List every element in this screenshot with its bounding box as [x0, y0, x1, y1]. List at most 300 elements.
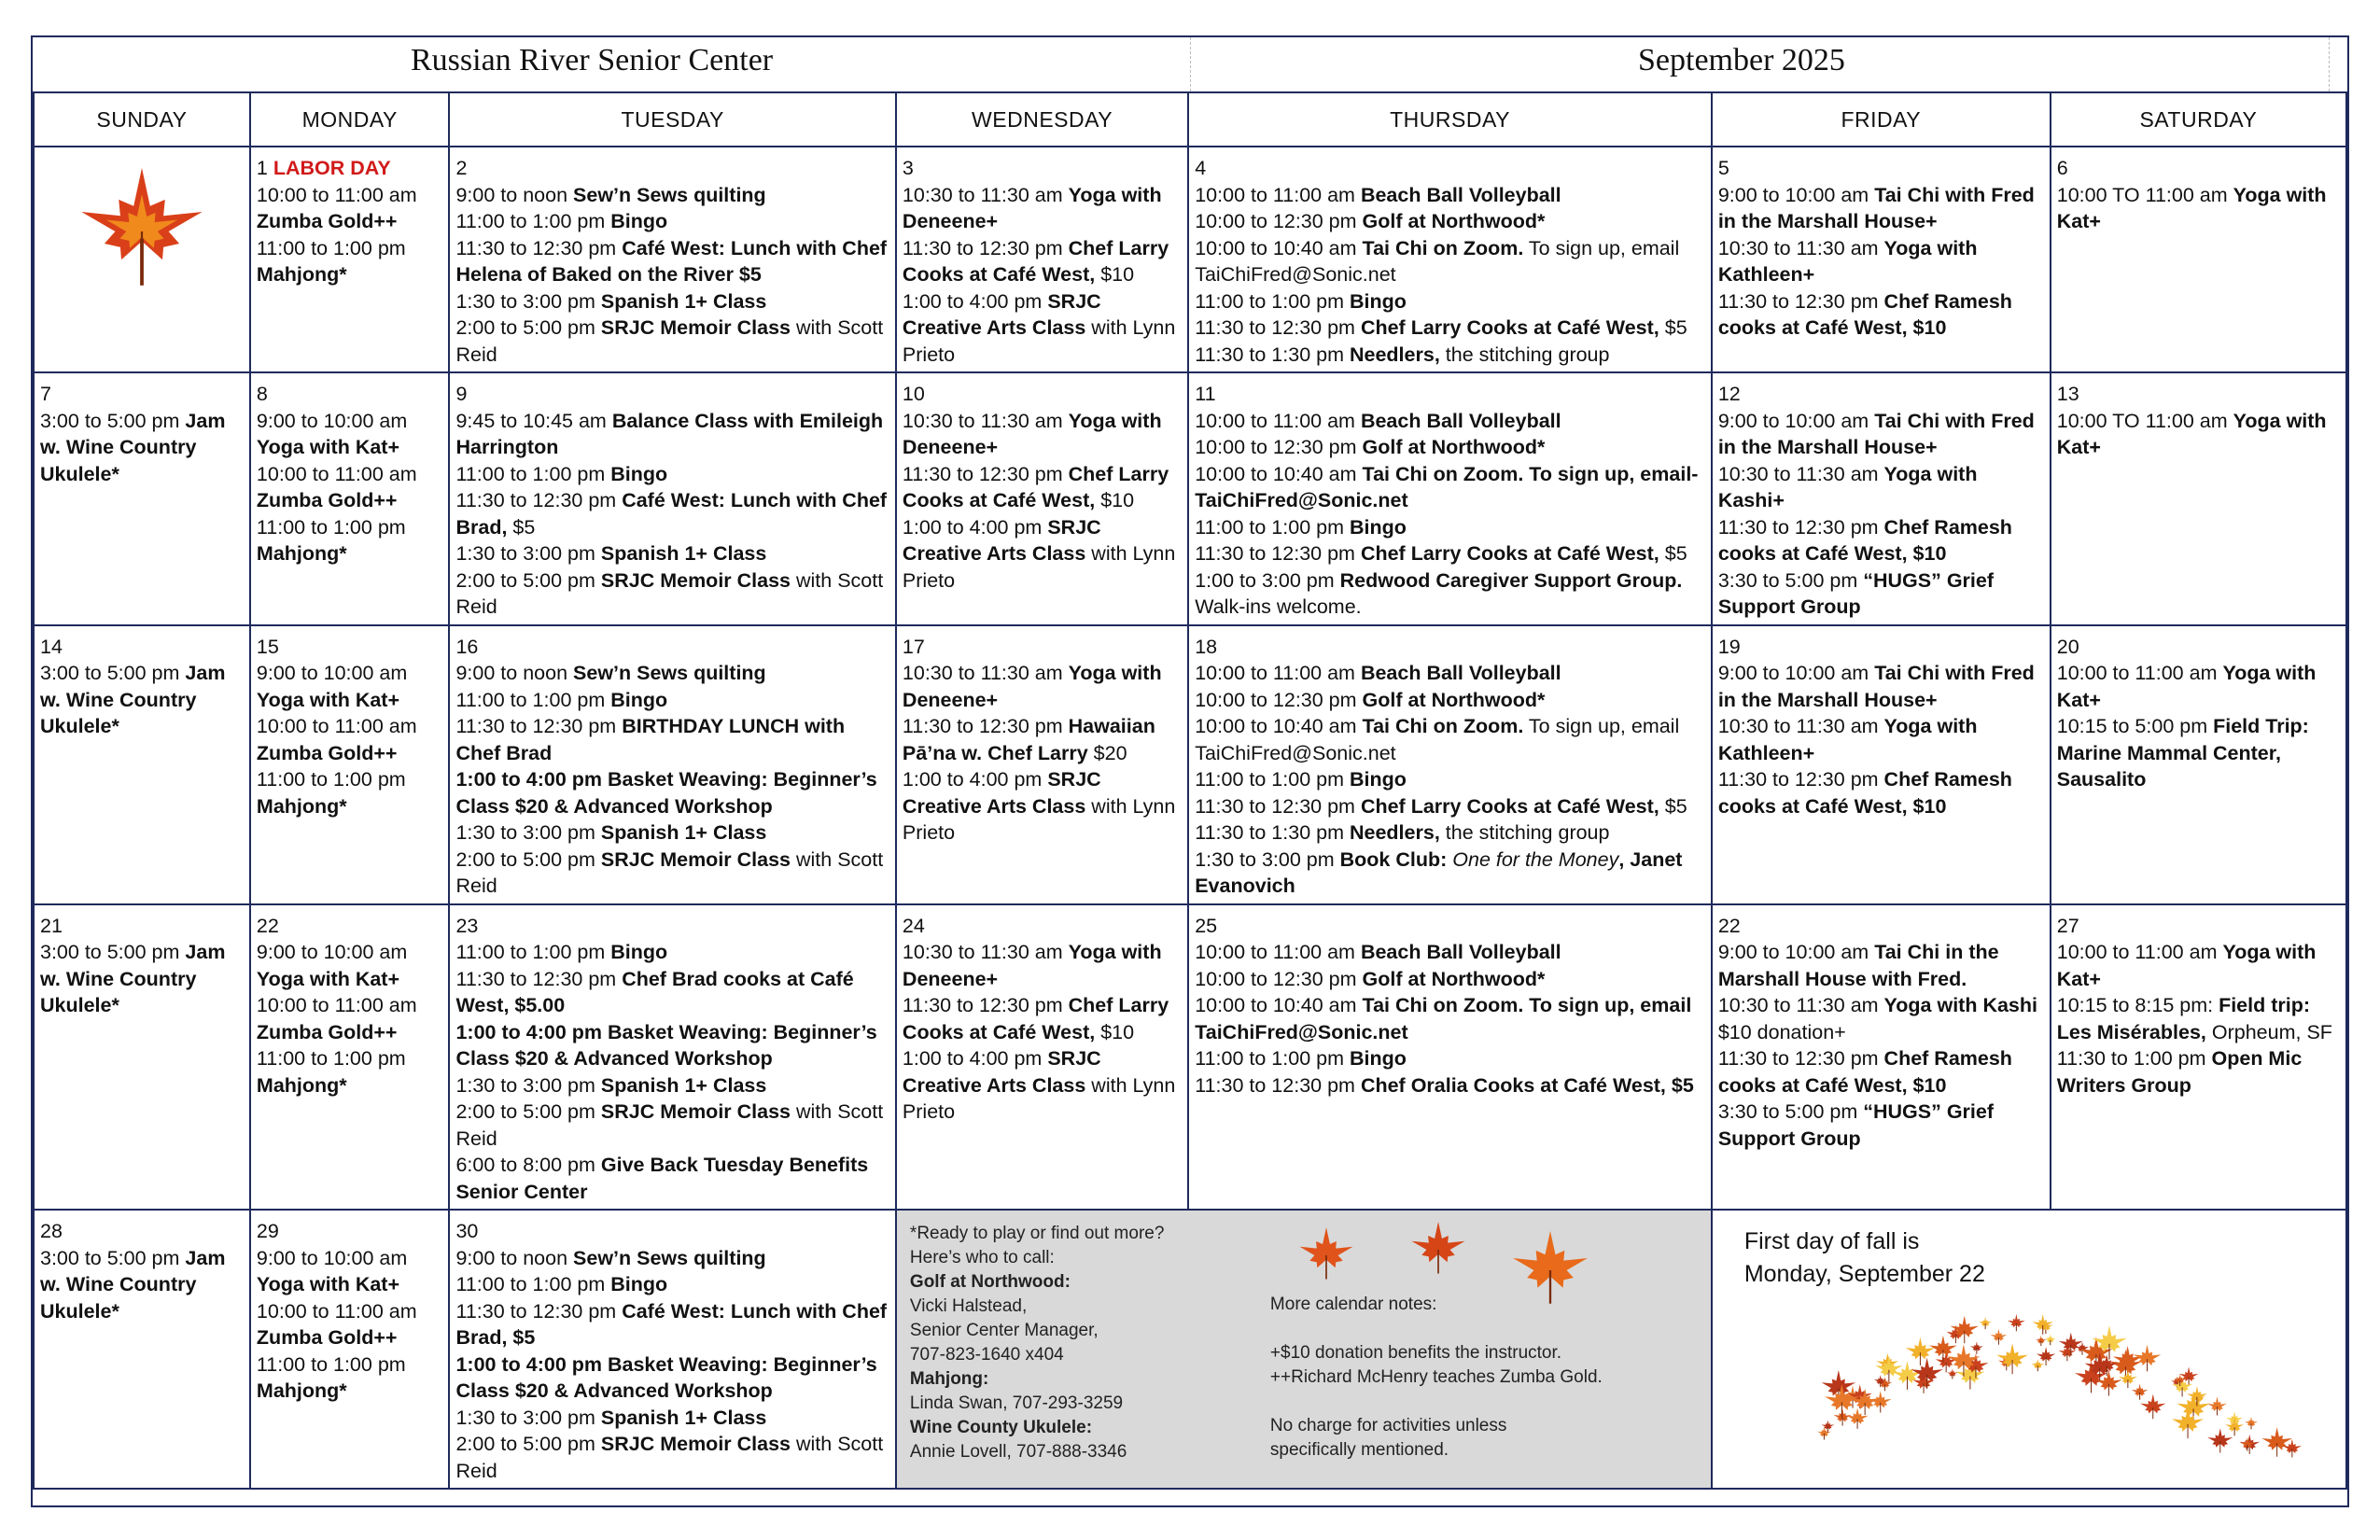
event-time: 11:00 to 1:00 pm [256, 515, 406, 539]
weekday-tuesday: TUESDAY [449, 92, 895, 147]
event-name: Chef Larry Cooks at Café West, [902, 994, 1169, 1043]
falling-leaf [2031, 1359, 2044, 1371]
event-name: Yoga with Kathleen+ [1717, 715, 1978, 764]
week-row [34, 147, 2346, 372]
falling-leaf [1970, 1341, 1983, 1353]
event-time: 11:00 to 1:00 pm [256, 1047, 406, 1070]
event-name: Golf at Northwood* [1362, 210, 1546, 232]
day-number: 14 [40, 635, 63, 658]
event-detail: $5 [1664, 316, 1687, 339]
event-name: Golf at Northwood* [1362, 688, 1546, 711]
event-time: 3:30 to 5:00 pm [1717, 568, 1858, 592]
calendar-event [40, 939, 244, 1019]
calendar-event [455, 847, 889, 900]
calendar-event [2057, 182, 2340, 235]
calendar-event [1195, 288, 1705, 315]
day-number: 1 LABOR DAY [256, 157, 391, 179]
event-name: Yoga with Deneene+ [902, 409, 1162, 458]
event-time: 11:30 to 12:30 pm [1717, 289, 1879, 313]
calendar-event [455, 939, 889, 966]
event-time: 3:30 to 5:00 pm [1717, 1100, 1858, 1123]
calendar-event [455, 1431, 889, 1484]
event-time: 11:30 to 1:30 pm [1195, 343, 1344, 366]
day-cell [449, 372, 895, 625]
note-line: Annie Lovell, 707-888-3346 [909, 1442, 1127, 1462]
event-name: Bingo [610, 1273, 668, 1295]
calendar-event [257, 1045, 443, 1099]
event-name: SRJC Creative Arts Class [902, 289, 1101, 339]
event-name: Tai Chi on Zoom. To sign up, email-TaiChiFred@Sonic.net [1195, 462, 1699, 511]
calendar-event [455, 487, 889, 540]
calendar-event [257, 660, 443, 713]
calendar-event [903, 939, 1182, 992]
event-time: 9:00 to 10:00 am [1717, 183, 1869, 206]
event-name: Bingo [610, 462, 668, 485]
calendar [31, 35, 2349, 1507]
calendar-event [257, 1351, 443, 1405]
event-time: 2:00 to 5:00 pm [455, 568, 595, 592]
event-name: 1:00 to 4:00 pm Basket Weaving: Beginner’s Class $20 & Advanced Workshop [455, 768, 877, 818]
calendar-event [455, 567, 889, 621]
event-time: 3:00 to 5:00 pm [40, 662, 180, 684]
day-cell [449, 625, 895, 904]
event-time: 10:00 to 11:00 am [256, 994, 417, 1016]
falling-leaf [2045, 1334, 2056, 1345]
event-time: 10:00 to 11:00 am [1195, 662, 1355, 684]
event-time: 10:30 to 11:30 am [1717, 994, 1879, 1016]
calendar-event [903, 182, 1182, 235]
event-name: Tai Chi with Fred in the Marshall House+ [1717, 662, 2035, 711]
note-line: specifically mentioned. [1269, 1440, 1449, 1460]
note-line: *Ready to play or find out more? [909, 1224, 1165, 1243]
title-bar [33, 37, 2347, 93]
event-time: 10:00 to 11:00 am [1195, 409, 1355, 432]
calendar-event [1195, 540, 1705, 567]
event-name: SRJC Creative Arts Class [902, 1047, 1101, 1097]
calendar-event [257, 939, 443, 992]
day-cell [1712, 625, 2051, 904]
calendar-event [1718, 461, 2044, 514]
event-name: Mahjong* [256, 542, 347, 565]
falling-leaf [2207, 1428, 2233, 1452]
day-cell [34, 904, 250, 1211]
event-name: Chef Larry Cooks at Café West, [1360, 542, 1659, 565]
calendar-grid [33, 91, 2347, 1490]
calendar-event [1195, 461, 1705, 514]
day-cell [2051, 904, 2346, 1211]
event-name: Spanish 1+ Class [600, 1406, 767, 1429]
event-name: Yoga with Kathleen+ [1717, 236, 1978, 286]
calendar-event [903, 766, 1182, 847]
note-spacer [1270, 1317, 1662, 1341]
event-name: Spanish 1+ Class [600, 1073, 767, 1097]
event-detail: To sign up, email TaiChiFred@Sonic.net [1195, 236, 1680, 286]
leaf-small-1 [1299, 1227, 1352, 1280]
event-detail: To sign up, email TaiChiFred@Sonic.net [1195, 715, 1680, 764]
calendar-event [455, 288, 889, 315]
event-name: Zumba Gold++ [256, 1326, 398, 1349]
calendar-event [455, 1245, 889, 1272]
event-name: 1:00 to 4:00 pm Basket Weaving: Beginner’s Class $20 & Advanced Workshop [455, 1352, 877, 1402]
calendar-event [1718, 235, 2044, 288]
event-name: Mahjong* [256, 263, 347, 286]
note-line: More calendar notes: [1269, 1295, 1437, 1314]
event-time: 10:00 to 11:00 am [1195, 941, 1355, 963]
event-name: SRJC Memoir Class [600, 568, 791, 592]
calendar-event [455, 182, 889, 209]
calendar-event [257, 235, 443, 288]
event-time: 3:00 to 5:00 pm [40, 409, 180, 432]
day-cell [449, 1210, 895, 1489]
event-name: Tai Chi with Fred in the Marshall House+ [1717, 409, 2035, 458]
calendar-event [1195, 793, 1705, 820]
fall-message-line: First day of fall is [1743, 1228, 1920, 1254]
calendar-event [903, 461, 1182, 514]
falling-leaf [2037, 1347, 2055, 1365]
day-number: 9 [455, 383, 468, 405]
event-name: Yoga with Kat+ [256, 688, 400, 711]
event-name: Mahjong* [256, 1073, 347, 1097]
calendar-event [257, 766, 443, 819]
event-time: 10:30 to 11:30 am [1717, 236, 1879, 259]
event-time: 11:30 to 1:30 pm [1195, 821, 1344, 844]
event-name: Mahjong* [256, 794, 347, 818]
event-name: Bingo [610, 688, 668, 711]
event-time: 11:00 to 1:00 pm [1195, 515, 1344, 539]
day-cell [34, 147, 250, 372]
day-number: 27 [2056, 914, 2079, 937]
event-name: “HUGS” Grief Support Group [1717, 568, 1995, 618]
calendar-event [1718, 182, 2044, 235]
calendar-event [1195, 514, 1705, 541]
event-time: 10:00 to 12:30 pm [1195, 967, 1357, 990]
event-time: 10:00 to 10:40 am [1195, 236, 1357, 259]
event-name: Give Back Tuesday Benefits Senior Center [455, 1154, 869, 1203]
calendar-event [455, 408, 889, 461]
day-number: 3 [902, 157, 914, 179]
title-divider-right [2329, 37, 2330, 91]
book-author: , Janet Evanovich [1195, 847, 1683, 897]
event-time: 11:00 to 1:00 pm [455, 941, 606, 963]
event-time: 10:15 to 5:00 pm [2056, 715, 2208, 737]
event-name: Chef Ramesh cooks at Café West, $10 [1717, 1047, 2012, 1097]
event-time: 1:30 to 3:00 pm [455, 289, 595, 313]
event-name: Golf at Northwood* [1362, 436, 1546, 458]
event-time: 9:00 to 10:00 am [1717, 941, 1869, 963]
weekday-saturday: SATURDAY [2051, 92, 2346, 147]
event-name: Chef Larry Cooks at Café West, [902, 462, 1169, 511]
weekday-header-row [34, 92, 2346, 147]
day-number: 2 [455, 157, 468, 179]
day-cell [2051, 625, 2346, 904]
falling-leaf [2036, 1336, 2047, 1346]
falling-leaf [2008, 1314, 2025, 1331]
event-time: 10:00 to 11:00 am [256, 715, 417, 737]
event-time: 3:00 to 5:00 pm [40, 1246, 180, 1269]
event-name: Zumba Gold++ [256, 210, 398, 232]
day-number: 10 [902, 383, 925, 405]
fall-note-panel [1712, 1210, 2346, 1489]
falling-leaves-icon [1797, 1291, 2319, 1468]
event-time: 9:00 to noon [455, 1246, 568, 1269]
event-name: Yoga with Deneene+ [902, 941, 1162, 990]
calendar-event [1195, 660, 1705, 687]
event-time: 1:00 to 4:00 pm [902, 289, 1043, 313]
event-detail: Orpheum, SF [2211, 1020, 2332, 1043]
day-number: 15 [256, 635, 279, 658]
event-name: Beach Ball Volleyball [1360, 183, 1561, 206]
falling-leaf [1947, 1368, 1958, 1379]
calendar-event [1718, 713, 2044, 766]
event-name: Chef Larry Cooks at Café West, [1360, 316, 1659, 339]
day-cell [896, 625, 1188, 904]
calendar-event [1195, 992, 1705, 1045]
event-time: 10:00 TO 11:00 am [2056, 183, 2228, 206]
day-number: 18 [1195, 635, 1218, 658]
day-number: 6 [2056, 157, 2068, 179]
calendar-event [1195, 567, 1705, 621]
event-time: 9:00 to 10:00 am [256, 941, 408, 963]
event-name: Tai Chi on Zoom. [1362, 715, 1524, 737]
calendar-event [2057, 713, 2340, 793]
event-detail: $5 [1664, 542, 1687, 565]
week-row [34, 1210, 2346, 1489]
calendar-event [903, 660, 1182, 713]
calendar-event [1195, 966, 1705, 993]
event-time: 11:00 to 1:00 pm [256, 236, 406, 259]
event-name: Jam w. Wine Country Ukulele* [40, 662, 226, 737]
event-time: 3:00 to 5:00 pm [40, 941, 180, 963]
calendar-event [2057, 1045, 2340, 1099]
event-name: Tai Chi in the Marshall House with Fred. [1717, 941, 1999, 990]
day-cell [1188, 904, 1712, 1211]
calendar-event [455, 1072, 889, 1099]
fall-message [1744, 1225, 1985, 1291]
note-spacer [1270, 1390, 1662, 1414]
event-time: 10:30 to 11:30 am [902, 662, 1063, 684]
calendar-event [455, 1405, 889, 1432]
calendar-event [455, 461, 889, 488]
day-number: 21 [40, 914, 63, 937]
event-detail: with Lynn Prieto [902, 316, 1176, 366]
note-line: 707-823-1640 x404 [909, 1345, 1064, 1365]
event-time: 9:00 to 10:00 am [1717, 662, 1869, 684]
event-time: 6:00 to 8:00 pm [455, 1154, 595, 1176]
event-time: 1:30 to 3:00 pm [455, 1406, 595, 1429]
calendar-event [1718, 766, 2044, 819]
weekday-sunday: SUNDAY [34, 92, 250, 147]
falling-leaf [2261, 1427, 2292, 1457]
event-name: Bingo [1349, 515, 1407, 539]
calendar-event [257, 182, 443, 235]
event-name: Tai Chi on Zoom. [1362, 236, 1524, 259]
event-time: 10:00 to 11:00 am [1195, 183, 1355, 206]
event-name: Book Club: [1339, 847, 1448, 871]
event-name: Bingo [610, 210, 668, 232]
event-name: Chef Ramesh cooks at Café West, $10 [1717, 289, 2012, 339]
calendar-event [1718, 660, 2044, 713]
event-name: Yoga with Kat+ [2056, 409, 2327, 458]
day-cell [1712, 372, 2051, 625]
calendar-event [257, 992, 443, 1045]
event-name: Spanish 1+ Class [600, 289, 767, 313]
event-time: 10:30 to 11:30 am [902, 941, 1063, 963]
day-cell [2051, 372, 2346, 625]
month-title: September 2025 [1638, 43, 1845, 77]
event-name: “HUGS” Grief Support Group [1717, 1100, 1995, 1150]
event-time: 1:00 to 4:00 pm [902, 768, 1043, 791]
event-name: Field trip: Les Misérables, [2056, 994, 2311, 1043]
day-number: 11 [1195, 383, 1216, 405]
fall-message-line: Monday, September 22 [1743, 1261, 1985, 1287]
event-detail: with Lynn Prieto [902, 1073, 1176, 1123]
calendar-event [1195, 315, 1705, 342]
day-cell [34, 1210, 250, 1489]
falling-leaf [1833, 1408, 1851, 1425]
event-time: 11:30 to 12:30 pm [1195, 542, 1355, 565]
day-number: 22 [1717, 914, 1741, 937]
event-name: Beach Ball Volleyball [1360, 941, 1561, 963]
event-time: 10:30 to 11:30 am [1717, 715, 1879, 737]
event-time: 11:00 to 1:00 pm [1195, 768, 1344, 791]
calendar-event [455, 208, 889, 235]
event-time: 11:30 to 12:30 pm [1717, 1047, 1879, 1070]
event-time: 1:30 to 3:00 pm [455, 821, 595, 844]
event-time: 11:30 to 12:30 pm [1195, 794, 1355, 818]
event-time: 11:30 to 12:30 pm [1717, 768, 1879, 791]
event-name: Beach Ball Volleyball [1360, 662, 1561, 684]
day-cell [1712, 147, 2051, 372]
falling-leaf [1875, 1355, 1903, 1382]
week-row [34, 625, 2346, 904]
note-line: ++Richard McHenry teaches Zumba Gold. [1269, 1367, 1603, 1387]
event-time: 11:30 to 12:30 pm [455, 715, 617, 737]
calendar-event [257, 461, 443, 514]
event-time: 2:00 to 5:00 pm [455, 1433, 595, 1455]
calendar-event [1195, 1045, 1705, 1072]
note-line: Vicki Halstead, [909, 1296, 1028, 1316]
day-cell [2051, 147, 2346, 372]
weekday-monday: MONDAY [250, 92, 450, 147]
event-detail: $10 [1100, 489, 1135, 511]
note-line: Golf at Northwood: [909, 1272, 1071, 1292]
contact-notes [910, 1222, 1265, 1464]
day-cell [896, 147, 1188, 372]
event-time: 10:00 to 11:00 am [2056, 941, 2218, 963]
calendar-event [40, 408, 244, 488]
event-time: 11:00 to 1:00 pm [256, 768, 406, 791]
event-time: 1:30 to 3:00 pm [1195, 847, 1335, 871]
calendar-event [1195, 819, 1705, 847]
day-cell [896, 372, 1188, 625]
event-detail: the stitching group [1445, 821, 1610, 844]
event-name: Yoga with Deneene+ [902, 183, 1162, 232]
event-time: 10:00 to 12:30 pm [1195, 210, 1357, 232]
note-line: Linda Swan, 707-293-3259 [909, 1393, 1124, 1413]
day-cell [250, 904, 450, 1211]
calendar-event [455, 1019, 889, 1072]
calendar-event [903, 235, 1182, 288]
event-time: 11:00 to 1:00 pm [256, 1352, 406, 1376]
day-number: 13 [2056, 383, 2079, 405]
event-time: 11:30 to 12:30 pm [1195, 1073, 1355, 1097]
calendar-event [2057, 992, 2340, 1045]
event-time: 10:00 to 12:30 pm [1195, 436, 1357, 458]
event-time: 9:00 to 10:00 am [256, 1246, 408, 1269]
day-number: 28 [40, 1220, 63, 1242]
event-name: SRJC Memoir Class [600, 847, 791, 871]
event-name: Tai Chi on Zoom. To sign up, email TaiChiFred@Sonic.net [1195, 994, 1692, 1043]
calendar-event [455, 1298, 889, 1351]
calendar-event [1195, 408, 1705, 435]
event-name: Jam w. Wine Country Ukulele* [40, 409, 226, 485]
event-name: Field Trip: Marine Mammal Center, Sausalito [2056, 715, 2309, 791]
day-number: 4 [1195, 157, 1207, 179]
event-detail: with Lynn Prieto [902, 794, 1176, 844]
calendar-event [1195, 434, 1705, 461]
event-name: Mahjong* [256, 1379, 347, 1402]
falling-leaf [2140, 1394, 2165, 1420]
calendar-event [2057, 660, 2340, 713]
calendar-event [1195, 182, 1705, 209]
calendar-event [257, 514, 443, 567]
event-time: 11:30 to 12:30 pm [455, 236, 617, 259]
calendar-event [1195, 766, 1705, 793]
day-cell [1188, 625, 1712, 904]
calendar-event [455, 687, 889, 714]
falling-leaf [1950, 1316, 1978, 1343]
event-detail: with Scott Reid [455, 847, 884, 897]
calendar-event [257, 408, 443, 461]
event-time: 10:15 to 8:15 pm: [2056, 994, 2214, 1016]
calendar-event [455, 315, 889, 368]
event-name: Bingo [610, 941, 668, 963]
event-name: Spanish 1+ Class [600, 821, 767, 844]
day-cell [896, 904, 1188, 1211]
event-detail: $10 [1100, 1020, 1135, 1043]
day-cell [1188, 147, 1712, 372]
calendar-event [1195, 939, 1705, 966]
day-cell [34, 625, 250, 904]
note-line: Mahjong: [909, 1369, 989, 1389]
event-detail: $20 [1093, 741, 1127, 764]
event-name: Yoga with Deneene+ [902, 662, 1162, 711]
event-detail: with Scott Reid [455, 1100, 884, 1150]
event-time: 11:00 to 1:00 pm [455, 462, 606, 485]
event-name: Sew’n Sews quilting [573, 1246, 766, 1269]
event-detail: $10 [1100, 263, 1135, 286]
calendar-event [903, 288, 1182, 369]
event-detail: Walk-ins welcome. [1195, 595, 1362, 618]
week-row [34, 904, 2346, 1211]
event-time: 2:00 to 5:00 pm [455, 847, 595, 871]
center-name: Russian River Senior Center [411, 43, 774, 77]
title-divider [1190, 37, 1191, 91]
event-name: 1:00 to 4:00 pm Basket Weaving: Beginner’s Class $20 & Advanced Workshop [455, 1020, 877, 1070]
note-line: Here’s who to call: [909, 1248, 1055, 1267]
calendar-event [257, 713, 443, 766]
day-number: 30 [455, 1220, 479, 1242]
event-detail: the stitching group [1445, 343, 1610, 366]
event-name: Bingo [1349, 768, 1407, 791]
day-cell [250, 372, 450, 625]
event-name: Chef Ramesh cooks at Café West, $10 [1717, 768, 2012, 818]
day-number: 20 [2056, 635, 2079, 658]
event-time: 9:00 to noon [455, 183, 568, 206]
book-title: One for the Money [1452, 847, 1619, 871]
day-cell [449, 904, 895, 1211]
event-time: 10:00 to 11:00 am [256, 1299, 417, 1323]
